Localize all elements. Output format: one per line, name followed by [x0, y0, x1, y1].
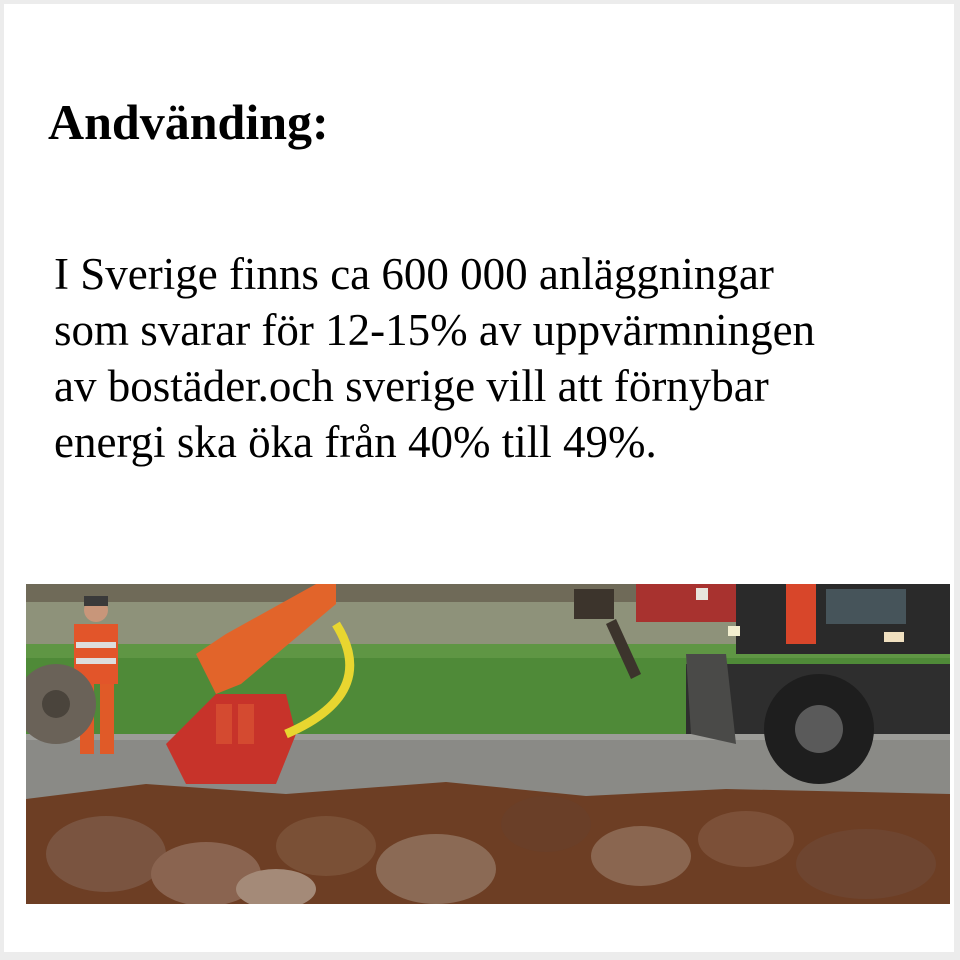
excavator-photo [26, 584, 950, 904]
slide-title: Andvänding: [48, 94, 329, 150]
slide [4, 4, 954, 952]
body-line: av bostäder.och sverige vill att förnybar [54, 361, 769, 411]
body-line: I Sverige finns ca 600 000 anläggningar [54, 249, 774, 299]
body-line: som svarar för 12-15% av uppvärmningen [54, 305, 816, 355]
body-line: energi ska öka från 40% till 49%. [54, 417, 657, 467]
slide-body [54, 246, 934, 470]
